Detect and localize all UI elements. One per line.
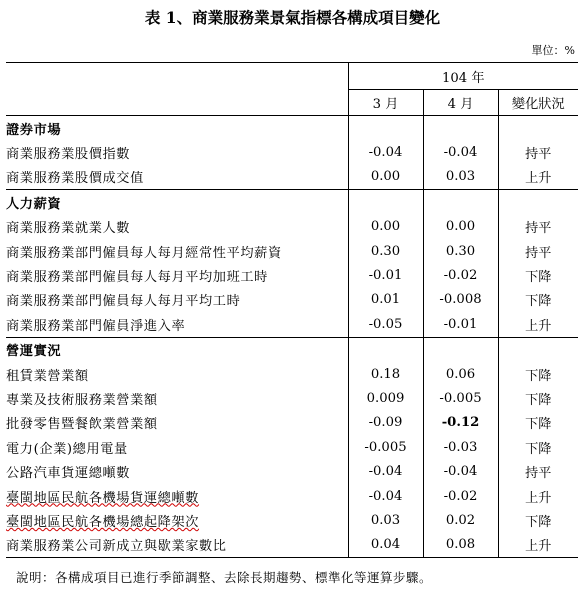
table-row [6,239,578,263]
value-april: 0.06 [423,362,498,386]
table-row [6,459,578,483]
value-april: -0.01 [423,312,498,337]
section-row-labor [6,190,578,215]
value-april: 0.30 [423,239,498,263]
table-row [6,508,578,532]
table-row [6,215,578,239]
value-april: -0.02 [423,263,498,287]
row-label [6,508,348,532]
value-march: -0.005 [348,435,423,459]
header-corner [6,63,348,116]
value-march: -0.04 [348,140,423,164]
value-april: -0.12 [423,411,498,435]
value-march: 0.00 [348,215,423,239]
row-label: 專業及技術服務業營業額 [6,392,158,408]
value-april: -0.03 [423,435,498,459]
table-row [6,140,578,164]
row-label: 批發零售暨餐飲業營業額 [6,417,158,433]
row-label: 商業服務業股價指數 [6,147,131,163]
status-text: 上升 [498,484,578,508]
status-text: 下降 [498,508,578,532]
status-text: 持平 [498,239,578,263]
value-april: 0.08 [423,533,498,558]
table-row [6,165,578,190]
section-title: 人力薪資 [6,190,348,215]
value-april: -0.04 [423,459,498,483]
value-march: -0.04 [348,484,423,508]
row-label: 電力(企業)總用電量 [6,441,128,457]
value-march: -0.01 [348,263,423,287]
value-april: -0.005 [423,386,498,410]
status-text: 下降 [498,386,578,410]
value-march: 0.18 [348,362,423,386]
status-text: 下降 [498,435,578,459]
table-row [6,263,578,287]
row-label: 商業服務業部門僱員每人每月平均加班工時 [6,270,268,286]
status-text: 持平 [498,215,578,239]
section-row-operations [6,337,578,362]
table-row [6,288,578,312]
row-label: 商業服務業就業人數 [6,221,131,237]
indicator-table [6,62,578,558]
section-title: 證券市場 [6,122,62,138]
value-march: 0.04 [348,533,423,558]
header-march: 3 月 [348,90,423,116]
value-march: 0.01 [348,288,423,312]
table-row [6,435,578,459]
table-title: 表 1、商業服務業景氣指標各構成項目變化 [144,8,441,27]
row-label: 商業服務業股價成交值 [6,171,144,187]
value-april: -0.02 [423,484,498,508]
header-year: 104 年 [348,63,578,90]
table-row [6,533,578,558]
table-row [6,312,578,337]
row-label: 商業服務業部門僱員淨進入率 [6,318,186,334]
table-row [6,411,578,435]
value-april: 0.00 [423,215,498,239]
status-text: 下降 [498,362,578,386]
row-label-text: 臺閩地區民航各機場貨運總噸數 [6,490,200,506]
status-text: 上升 [498,533,578,558]
status-text: 下降 [498,411,578,435]
row-label [6,484,348,508]
section-row-securities [6,116,578,141]
table-row [6,484,578,508]
status-text: 下降 [498,263,578,287]
value-march: -0.09 [348,411,423,435]
header-april: 4 月 [423,90,498,116]
value-march: 0.009 [348,386,423,410]
status-text: 上升 [498,165,578,190]
value-march: -0.04 [348,459,423,483]
section-title: 營運實況 [6,337,348,362]
row-label: 商業服務業部門僱員每人每月平均工時 [6,294,241,310]
header-change: 變化狀況 [498,90,578,116]
value-march: 0.30 [348,239,423,263]
value-march: 0.00 [348,165,423,190]
footnote: 說明：各構成項目已進行季節調整、去除長期趨勢、標準化等運算步驟。 [16,570,433,585]
row-label: 租賃業營業額 [6,368,89,384]
value-march: 0.03 [348,508,423,532]
table-row [6,386,578,410]
value-april: 0.02 [423,508,498,532]
status-text: 持平 [498,140,578,164]
status-text: 上升 [498,312,578,337]
row-label-text: 臺閩地區民航各機場總起降架次 [6,514,200,530]
row-label: 商業服務業部門僱員每人每月經常性平均薪資 [6,245,282,261]
value-april: 0.03 [423,165,498,190]
status-text: 下降 [498,288,578,312]
unit-label: 單位：% [531,44,575,57]
value-april: -0.008 [423,288,498,312]
status-text: 持平 [498,459,578,483]
table-row [6,362,578,386]
value-april: -0.04 [423,140,498,164]
row-label: 商業服務業公司新成立與歇業家數比 [6,533,348,558]
row-label: 公路汽車貨運總噸數 [6,466,131,482]
value-march: -0.05 [348,312,423,337]
